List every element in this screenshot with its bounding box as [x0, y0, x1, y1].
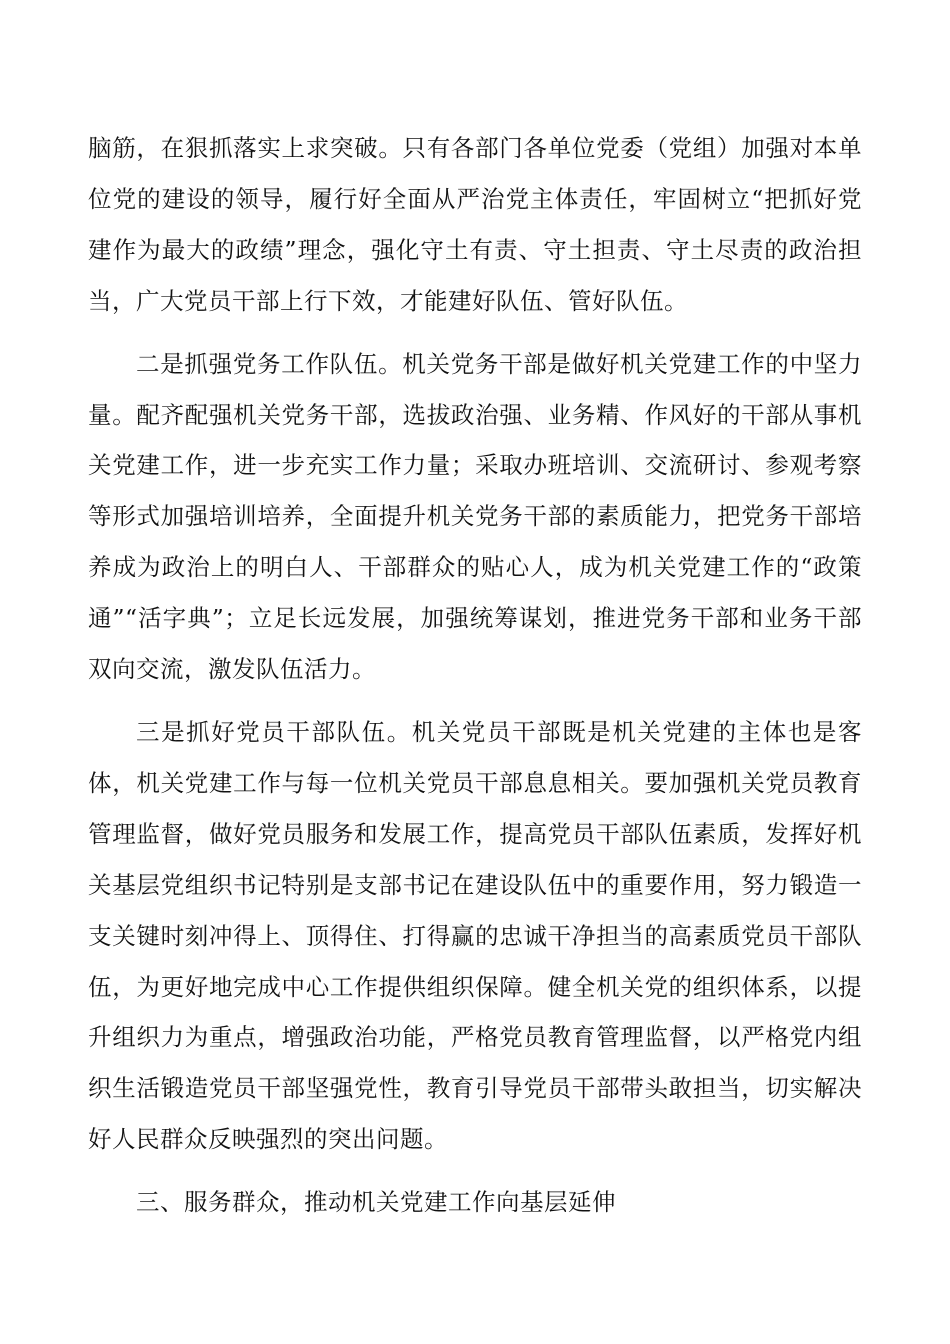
- paragraph-continuation: 脑筋，在狠抓落实上求突破。只有各部门各单位党委（党组）加强对本单位党的建设的领导，履行好全面从严治党主体责任，牢固树立“把抓好党建作为最大的政绩”理念，强化守土有责、守土担责、守土尽责的政治担当，广大党员干部上行下效，才能建好队伍、管好队伍。: [88, 134, 862, 315]
- section-heading-serve-masses: 三、服务群众，推动机关党建工作向基层延伸: [136, 1188, 616, 1217]
- paragraph-party-member-team: 三是抓好党员干部队伍。机关党员干部既是机关党建的主体也是客体，机关党建工作与每一位机关党员干部息息相关。要加强机关党员教育管理监督，做好党员服务和发展工作，提高党员干部队伍素质，发挥好机关基层党组织书记特别是支部书记在建设队伍中的重要作用，努力锻造一支关键时刻冲得上、顶得住、打得赢的忠诚干净担当的高素质党员干部队伍，为更好地完成中心工作提供组织保障。健全机关党的组织体系，以提升组织力为重点，增强政治功能，严格党员教育管理监督，以严格党内组织生活锻造党员干部坚强党性，教育引导党员干部带头敢担当，切实解决好人民群众反映强烈的突出问题。: [88, 717, 862, 1154]
- paragraph-party-affairs-team: 二是抓强党务工作队伍。机关党务干部是做好机关党建工作的中坚力量。配齐配强机关党务干部，选拔政治强、业务精、作风好的干部从事机关党建工作，进一步充实工作力量；采取办班培训、交流研讨、参观考察等形式加强培训培养，全面提升机关党务干部的素质能力，把党务干部培养成为政治上的明白人、干部群众的贴心人，成为机关党建工作的“政策通”“活字典”；立足长远发展，加强统筹谋划，推进党务干部和业务干部双向交流，激发队伍活力。: [88, 349, 862, 684]
- document-page: [88, 123, 862, 1228]
